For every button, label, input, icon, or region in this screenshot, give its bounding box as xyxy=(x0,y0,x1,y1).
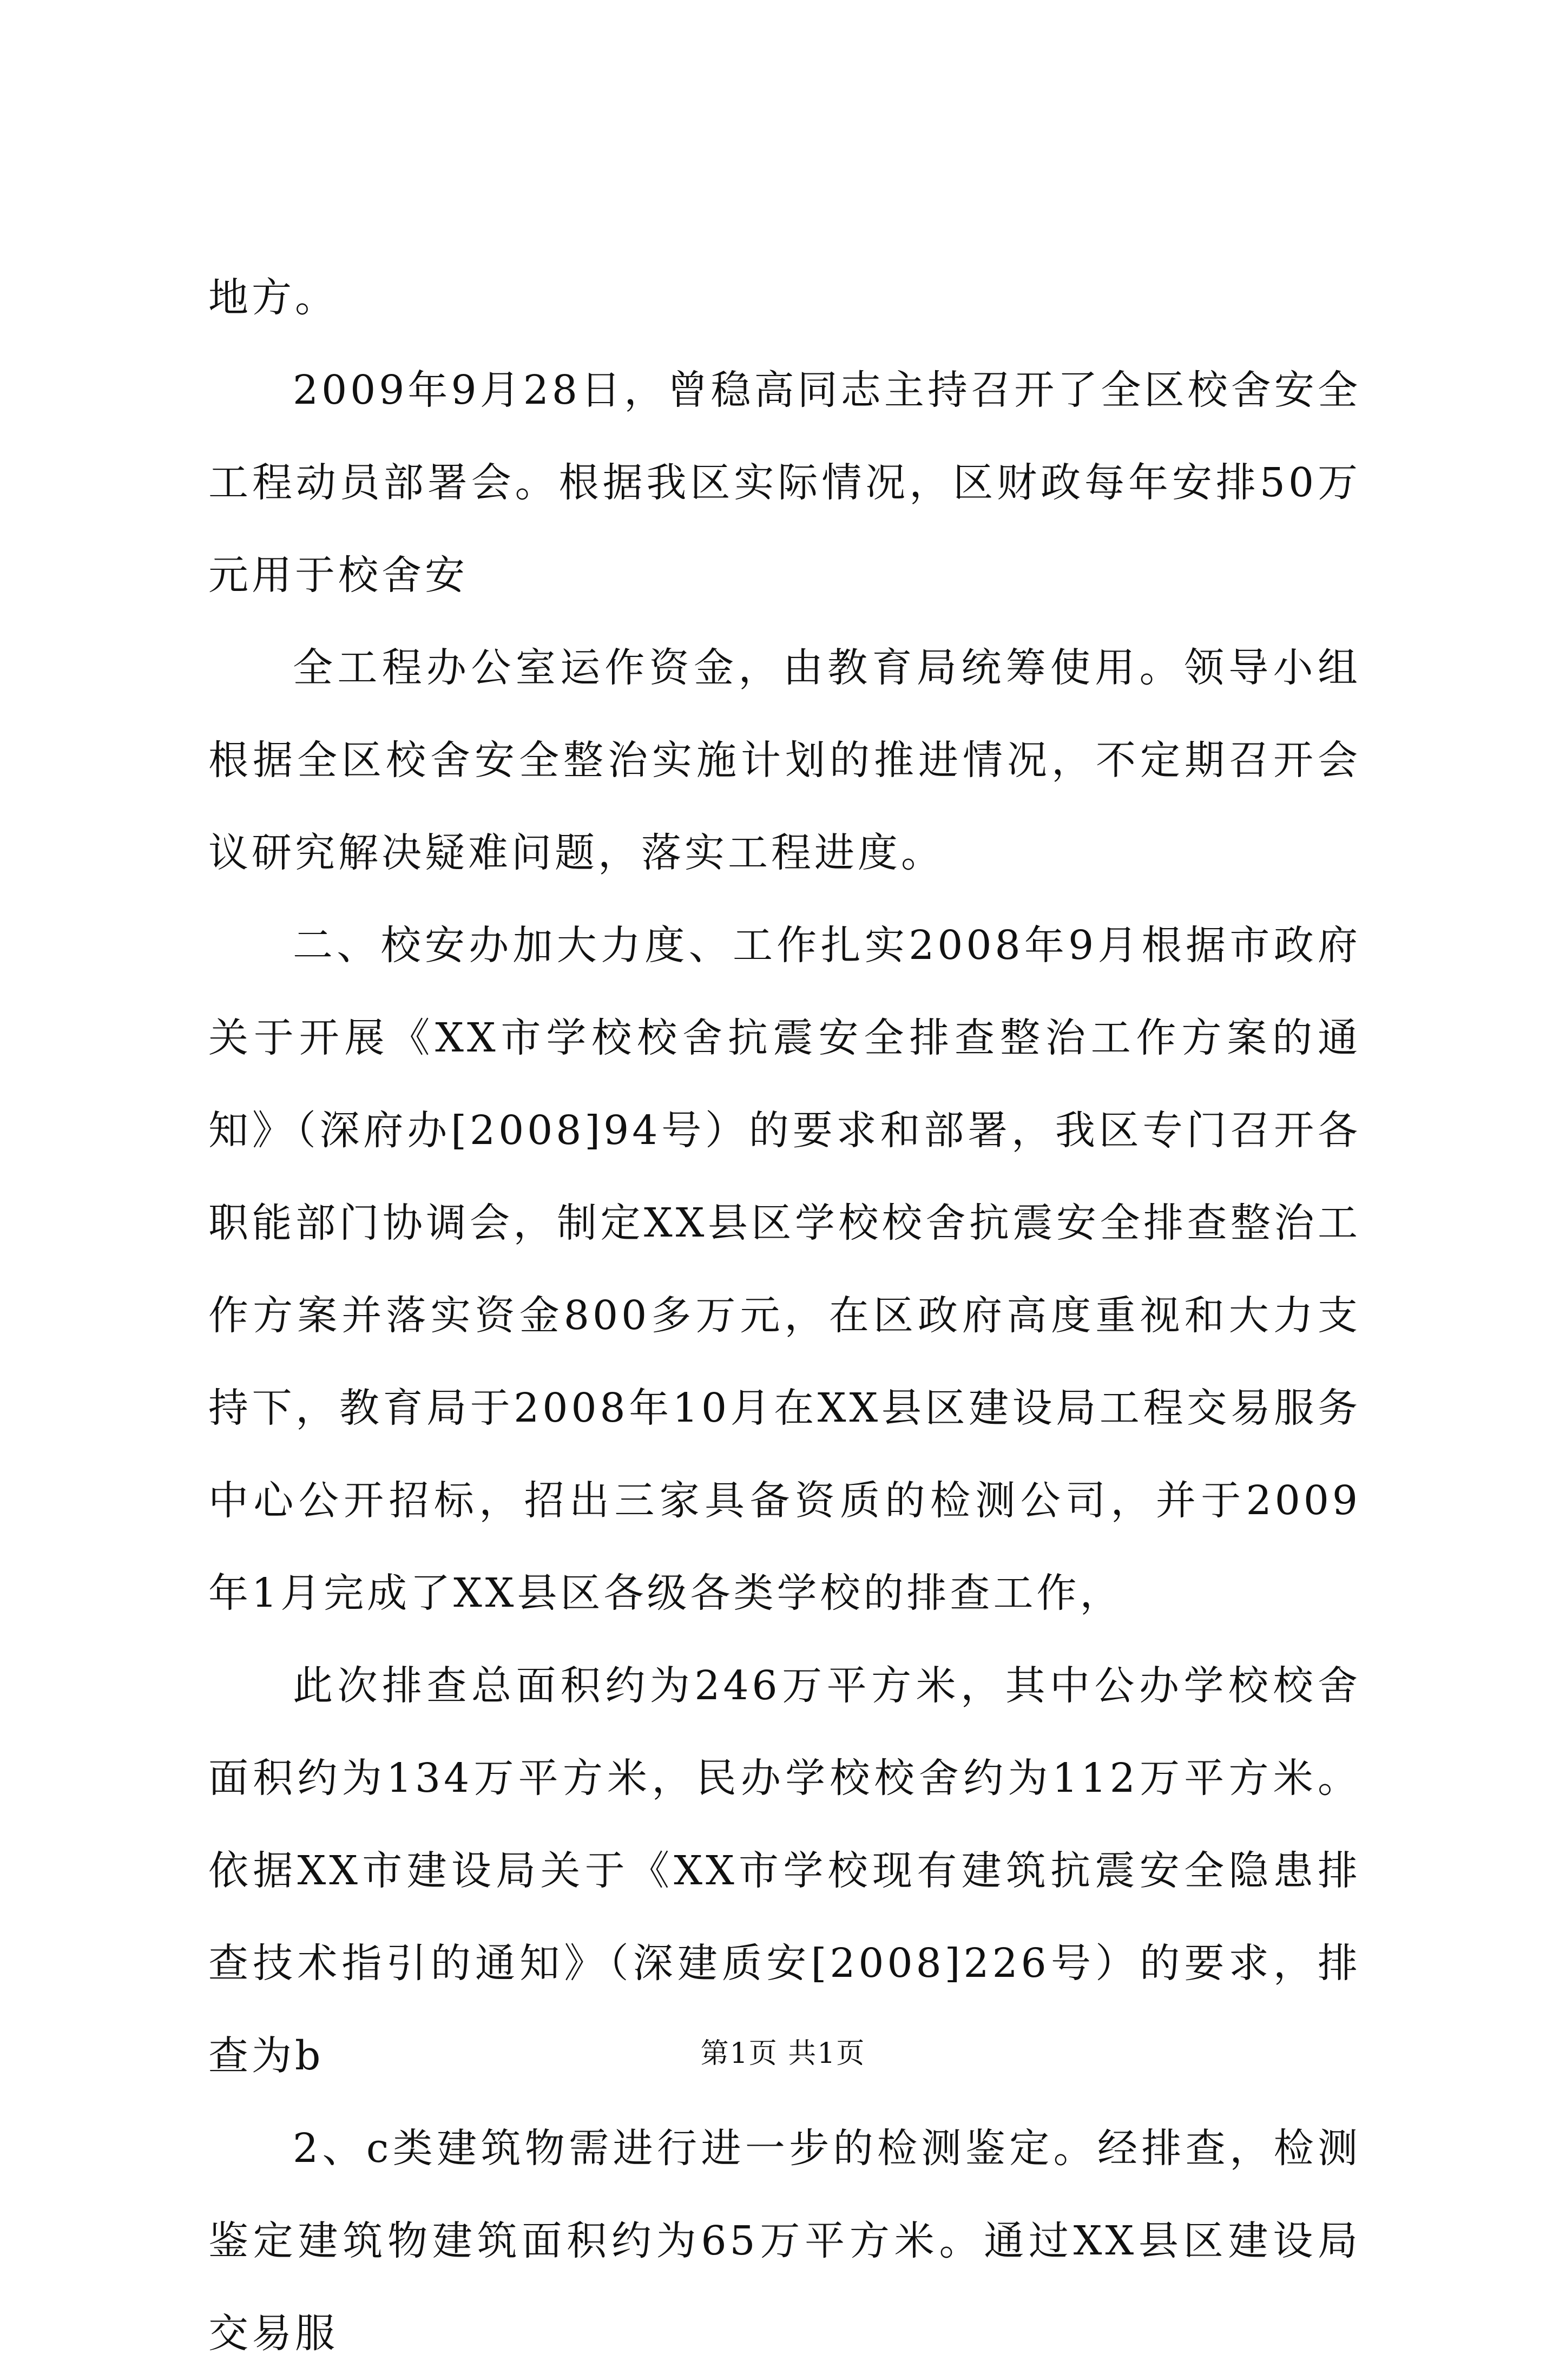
paragraph-4: 二、校安办加大力度、工作扎实2008年9月根据市政府关于开展《XX市学校校舍抗震安全排查整治工作方案的通知》（深府办[2008]94号）的要求和部署，我区专门召开各职能部门协调会，制定XX县区学校校舍抗震安全排查整治工作方案并落实资金800多万元，在区政府高度重视和大力支持下，教育局于2008年10月在XX县区建设局工程交易服务中心公开招标，招出三家具备资质的检测公司，并于2009年1月完成了XX县区各级各类学校的排查工作， xyxy=(208,922,1361,1616)
paragraph-3: 全工程办公室运作资金，由教育局统筹使用。领导小组根据全区校舍安全整治实施计划的推进情况，不定期召开会议研究解决疑难问题，落实工程进度。 xyxy=(208,645,1361,876)
paragraph-2: 2009年9月28日，曾稳高同志主持召开了全区校舍安全工程动员部署会。根据我区实际情况，区财政每年安排50万元用于校舍安 xyxy=(208,367,1361,599)
page-footer: 第1页 共1页 xyxy=(700,2037,866,2070)
paragraph-5: 此次排查总面积约为246万平方米，其中公办学校校舍面积约为134万平方米，民办学校校舍约为112万平方米。依据XX市建设局关于《XX市学校现有建筑抗震安全隐患排查技术指引的通知》（深建质安[2008]226号）的要求，排查为b xyxy=(208,1662,1361,2079)
paragraph-6: 2、c类建筑物需进行进一步的检测鉴定。经排查，检测鉴定建筑物建筑面积约为65万平方米。通过XX县区建设局交易服 xyxy=(208,2125,1361,2357)
paragraph-1: 地方。 xyxy=(208,274,338,321)
